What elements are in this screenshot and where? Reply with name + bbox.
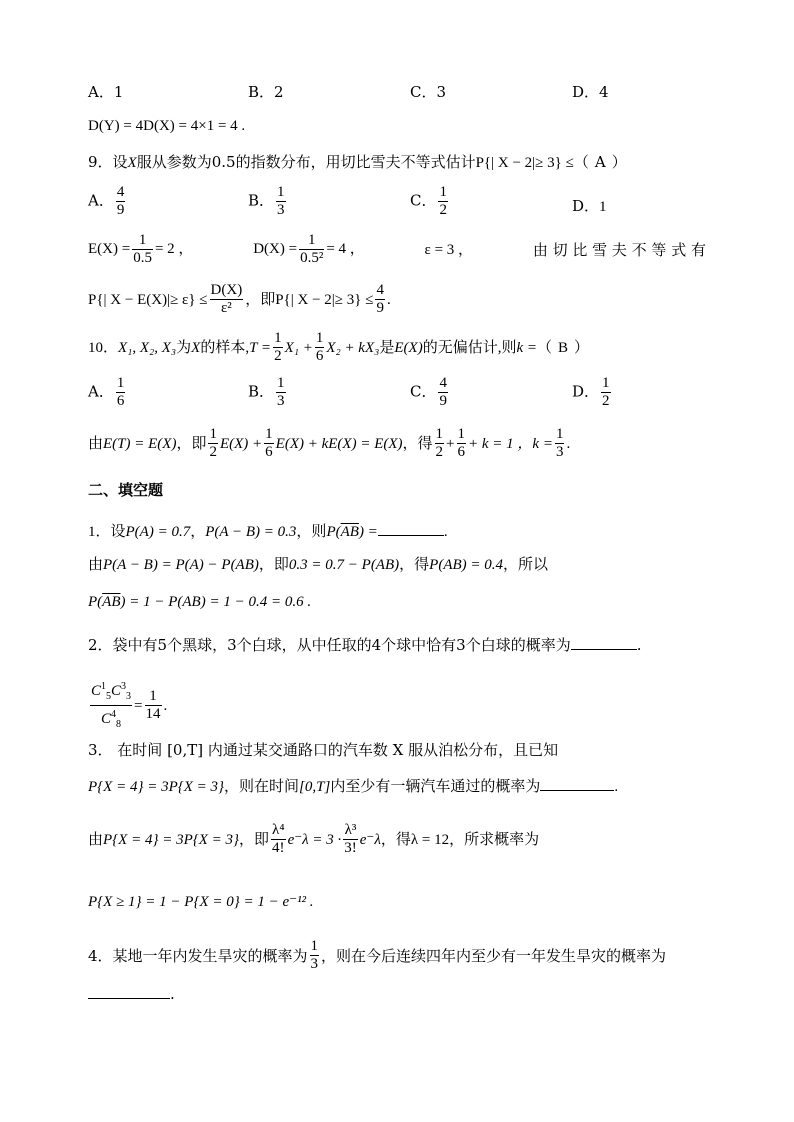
q9-sol-ex: E(X) = $\frac{1}{0.5}$ = 2 ， (88, 232, 194, 266)
q8-option-d: D．4 (572, 83, 609, 101)
f4-stem: 4．某地一年内发生旱灾的概率为 $\frac{1}{3}$ ，则在今后连续四年内至少有一年发生旱灾的概率为 (88, 938, 667, 972)
q10-solution: 由 E(T) = E(X) ，即 $\frac{1}{2}$ E(X) + $\frac{1}{6}$ E(X) + kE(X) = E(X) ，得 $\frac{1}{2}$ + $\frac{1}{6}$ + k = 1 ， k = $\frac{1}{3}$ . (88, 426, 571, 460)
f4-blank (88, 984, 170, 999)
q10-stem: 10． X₁, X₂, X₃ 为 X 的样本, T = $\frac{1}{2}$ X₁ + $\frac{1}{6}$ X₂ + kX₃ 是 E(X) 的无偏估计,则 k = （ B ） (88, 330, 590, 364)
q9-number: 9．设 (88, 153, 128, 171)
section-title: 二、填空题 (88, 481, 164, 499)
q9-var-x: X (127, 155, 137, 171)
q9-paren-close: ） (611, 153, 627, 171)
q9-option-a: A． $\frac{4}{9}$ (88, 184, 125, 218)
q9-solution-line1 (88, 232, 706, 267)
q10-option-d: D． $\frac{1}{2}$ (572, 375, 610, 409)
f3-solution-line2: P{X ≥ 1} = 1 − P{X = 0} = 1 − e⁻¹² . (88, 894, 314, 910)
q8-option-c: C．3 (410, 83, 447, 101)
q9-option-b: B． $\frac{1}{3}$ (248, 184, 285, 218)
f1-stem: 1．设P(A) = 0.7，P(A − B) = 0.3，则$P(\overline{AB})$ = . (88, 521, 448, 542)
f1-solution-line2: $P(\overline{AB}) = 1 - P(AB) = 1 - 0.4 = 0.6$ . (88, 594, 312, 610)
f1-blank (378, 521, 444, 536)
f3-blank (540, 776, 614, 791)
f2-combination-fraction: $\frac{C^1_5C^3_3}{C^4_8}$ (90, 678, 132, 733)
f2-blank (571, 635, 637, 650)
q10-option-a: A． $\frac{1}{6}$ (88, 375, 125, 409)
q8-solution: D(Y) = 4D(X) = 4×1 = 4 . (88, 118, 246, 134)
q9-stem (88, 152, 627, 173)
q10-number: 10． (88, 339, 119, 356)
q9-sol-text: 由 切 比 雪 夫 不 等 式 有 (532, 240, 706, 259)
q9-option-c: C． $\frac{1}{2}$ (410, 184, 447, 218)
f2-stem: 2．袋中有5个黑球，3个白球，从中任取的4个球中恰有3个白球的概率为 . (88, 636, 642, 654)
q9-answer: A (594, 153, 606, 171)
q9-paren-open: （ (573, 153, 589, 171)
f2-solution: $\frac{C^1_5C^3_3}{C^4_8}$ = $\frac{1}{14}$ . (88, 678, 167, 733)
q8-option-b: B．2 (248, 83, 284, 101)
q9-sol-epsilon: ε = 3 ， (424, 241, 474, 258)
f3-stem-line1: 3． 在时间 [0,T] 内通过某交通路口的汽车数 X 服从泊松分布，且已知 (88, 741, 559, 759)
q9-option-d: D．1 (572, 197, 607, 215)
f4-blank-line: . (88, 984, 175, 1004)
f1-solution-line1: 由P(A − B) = P(A) − P(AB)，即0.3 = 0.7 − P(AB)，得P(AB) = 0.4，所以 (88, 557, 549, 573)
q8-option-a: A．1 (88, 83, 124, 101)
q9-inequality: P{| X − 2|≥ 3} ≤ (475, 155, 574, 171)
q10-answer: B (558, 339, 569, 356)
q9-stem-text: 服从参数为0.5的指数分布，用切比雪夫不等式估计 (136, 153, 476, 171)
f3-solution-line1: 由 P{X = 4} = 3P{X = 3} ，即 $\frac{\text{λ⁴}}{4!}$ e⁻λ = 3 · $\frac{\text{λ³}}{3!}$ e⁻λ ，得 λ = 12 ，所求概率为 (88, 822, 540, 856)
q9-sol-dx: D(X) = $\frac{1}{\text{0.5²}}$ = 4 ， (253, 232, 365, 266)
f3-stem-line2: P{X = 4} = 3P{X = 3}，则在时间[0,T]内至少有一辆汽车通过的概率为 . (88, 776, 618, 797)
q10-option-c: C． $\frac{4}{9}$ (410, 375, 447, 409)
q9-solution-line2: P{| X − E(X)|≥ ε} ≤ $\frac{D(X)}{\text{ε²}}$ ，即 P{| X − 2|≥ 3} ≤ $\frac{4}{9}$ . (88, 282, 391, 316)
q10-option-b: B． $\frac{1}{3}$ (248, 375, 285, 409)
